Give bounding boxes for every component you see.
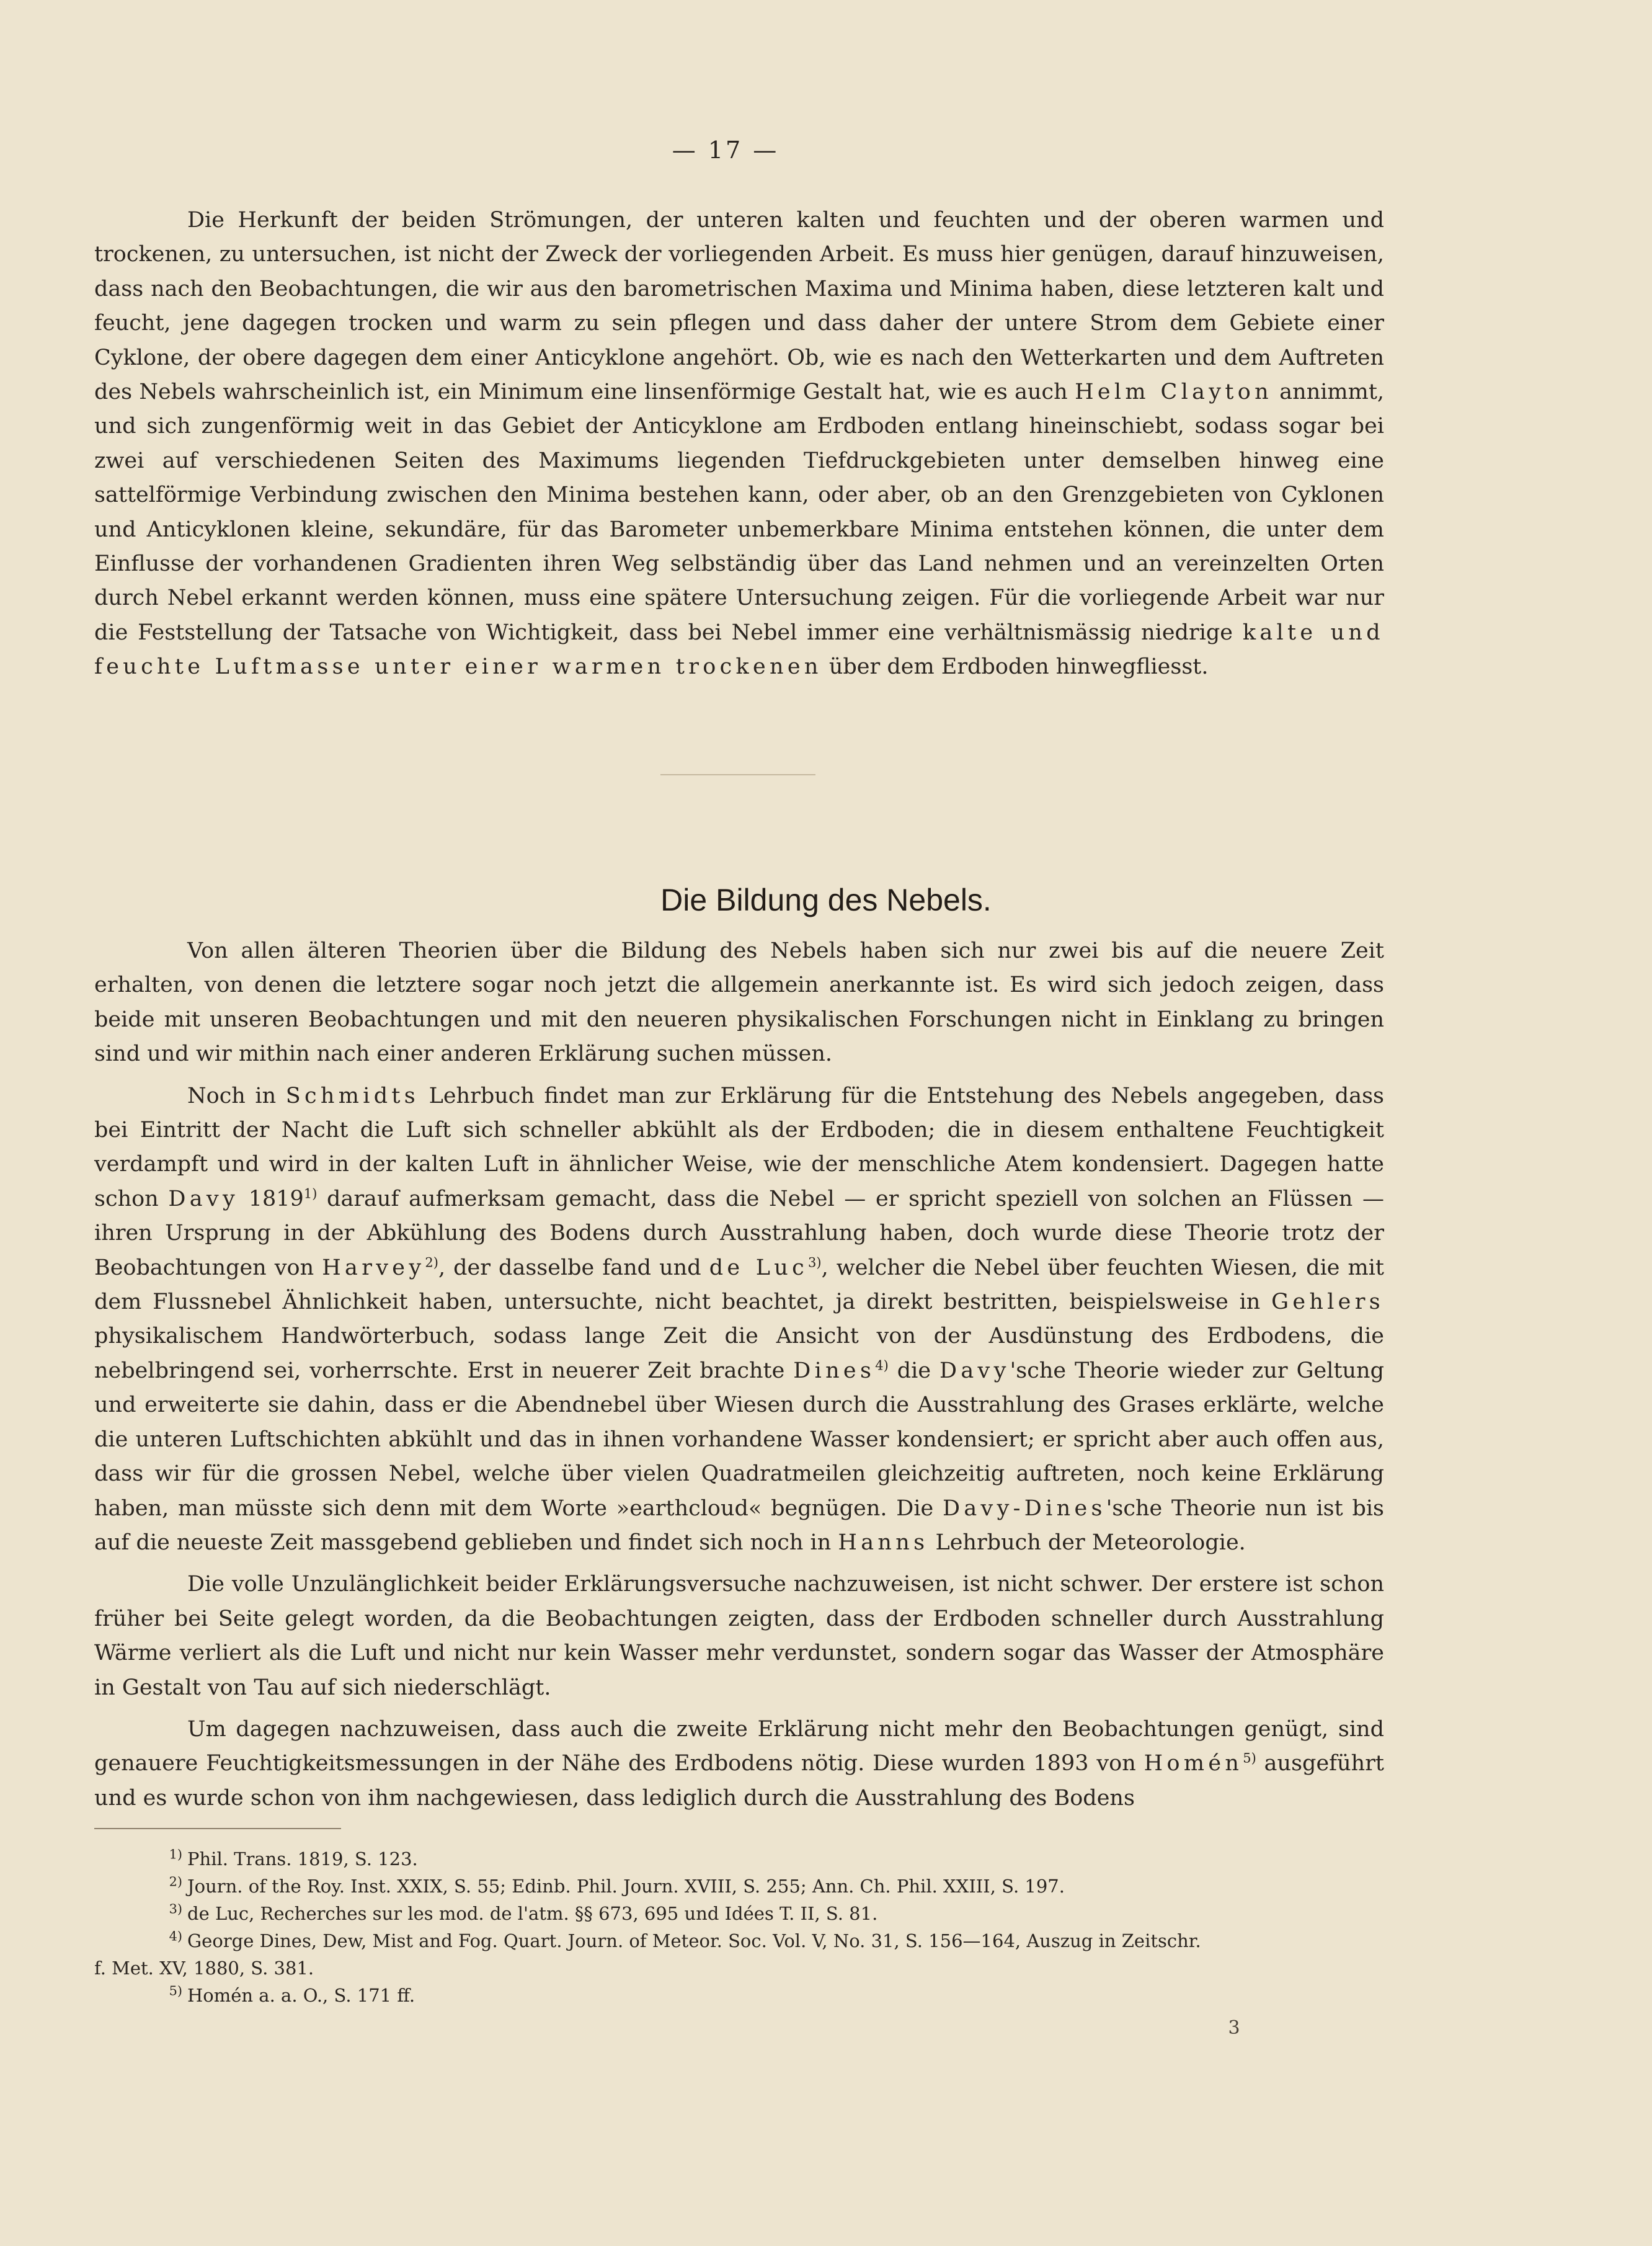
footnote-text: Homén a. a. O., S. 171 ff. (187, 1985, 415, 2006)
page-number: — 17 — (672, 136, 779, 164)
text-run: 'sche Theorie wieder zur Geltung und erweiterte sie dahin, dass er die Abendnebel über Wiesen durch die Ausstrahlung des Grases erklärte, welche die unteren Luftschichten abkühlt und das in ihnen vorhandene Wasser kondensiert; er spricht aber auch offen aus, dass wir für die grossen Nebel, welche über vielen Quadratmeilen gleichzeitig auftreten, noch keine Erklärung haben, man müsste sich denn mit dem Worte »earthcloud« begnügen. Die (94, 1358, 1384, 1521)
footnote-number: 2) (169, 1874, 182, 1889)
intro-text (94, 203, 1384, 685)
paragraph-2 (94, 1079, 1384, 1561)
paragraph-3 (94, 1567, 1384, 1705)
text-run: über dem Erdboden hinwegfliesst. (822, 654, 1209, 680)
text-run: die (888, 1358, 939, 1383)
footnotes (94, 1845, 1384, 2009)
footnote-ref: 4) (875, 1358, 889, 1373)
footnote (94, 1927, 1384, 1954)
text-run: Die volle Unzulänglichkeit beider Erklärungsversuche nachzuweisen, ist nicht schwer. Der erstere ist schon früher bei Seite gelegt worden, da die Beobachtungen zeigten, dass der Erdboden schneller durch Ausstrahlung Wärme verliert als die Luft und nicht nur kein Wasser mehr verdunstet, sondern sogar das Wasser der Atmosphäre in Gestalt von Tau auf sich niederschlägt. (94, 1572, 1384, 1700)
footnote-ref: 1) (303, 1186, 318, 1201)
text-run: ausgeführt und es wurde schon von ihm nachgewiesen, dass lediglich durch die Ausstrahlung des Bodens (94, 1751, 1384, 1811)
footnote-text: Journ. of the Roy. Inst. XXIX, S. 55; Edinb. Phil. Journ. XVIII, S. 255; Ann. Ch. Phil. XXIII, S. 197. (187, 1876, 1065, 1897)
spaced-name: Hanns (838, 1530, 929, 1555)
spaced-name: Homén (1144, 1751, 1243, 1776)
text-run: Lehrbuch der Meteorologie. (928, 1530, 1246, 1555)
footnote-number: 1) (169, 1847, 182, 1862)
footnote (94, 1873, 1384, 1900)
spaced-name: Davy (168, 1186, 239, 1211)
section-body (94, 934, 1384, 1816)
spaced-name: Harvey (322, 1255, 425, 1280)
text-run: 1819 (239, 1186, 304, 1211)
text-run: Von allen älteren Theorien über die Bildung des Nebels haben sich nur zwei bis auf die neuere Zeit erhalten, von denen die letztere sogar noch jetzt die allgemein anerkannte ist. Es wird sich jedoch zeigen, dass beide mit unseren Beobachtungen und mit den neueren physikalischen Forschungen nicht in Einklang zu bringen sind und wir mithin nach einer anderen Erklärung suchen müssen. (94, 938, 1384, 1067)
text-run: , der dasselbe fand und (438, 1255, 709, 1280)
spaced-name: Gehlers (1271, 1290, 1384, 1315)
footnote-number: 3) (169, 1901, 182, 1917)
spaced-name: kalte und feuchte Luftmasse unter einer warmen trockenen (94, 620, 1384, 680)
text-run: Noch in (187, 1083, 286, 1108)
spaced-name: Helm Clayton (1075, 380, 1272, 405)
footnote-text: George Dines, Dew, Mist and Fog. Quart. Journ. of Meteor. Soc. Vol. V, No. 31, S. 156—164, Auszug in Zeitschr. (187, 1930, 1201, 1951)
spaced-name: Schmidts (285, 1083, 420, 1108)
text-run: darauf aufmerksam gemacht, dass die Nebel — er spricht speziell von solchen an Flüssen — ihren Ursprung in der Abkühlung des Bodens durch Ausstrahlung haben, doch wurde diese Theorie trotz der Beobachtungen von (94, 1186, 1384, 1280)
spaced-name: Davy-Dines (943, 1495, 1106, 1521)
paragraph-4 (94, 1713, 1384, 1816)
text-run: Die Herkunft der beiden Strömungen, der unteren kalten und feuchten und der oberen warmen und trockenen, zu untersuchen, ist nicht der Zweck der vorliegenden Arbeit. Es muss hier genügen, darauf hinzuweisen, dass nach den Beobachtungen, die wir aus den barometrischen Maxima und Minima haben, diese letzteren kalt und feucht, jene dagegen trocken und warm zu sein pflegen und dass daher der untere Strom dem Gebiete einer Cyklone, der obere dagegen dem einer Anticyklone angehört. Ob, wie es nach den Wetterkarten und dem Auftreten des Nebels wahrscheinlich ist, ein Minimum eine linsenförmige Gestalt hat, wie es auch (94, 208, 1384, 405)
text-run: , welcher die Nebel über feuchten Wiesen, die mit dem Flussnebel Ähnlichkeit haben, untersuchte, nicht beachtet, ja direkt bestritten, beispielsweise in (94, 1255, 1384, 1315)
footnote-ref: 3) (808, 1255, 822, 1270)
text-run: physikalischem Handwörterbuch, sodass lange Zeit die Ansicht von der Ausdünstung des Erdbodens, die nebelbringend sei, vorherrschte. Erst in neuerer Zeit brachte (94, 1324, 1384, 1383)
footnote-ref: 5) (1243, 1750, 1256, 1766)
footnote-number: 4) (169, 1928, 182, 1944)
spaced-name: Davy (939, 1358, 1010, 1383)
footnote (94, 1900, 1384, 1927)
footnote-text: de Luc, Recherches sur les mod. de l'atm. §§ 673, 695 und Idées T. II, S. 81. (187, 1903, 878, 1924)
footnote-text: Phil. Trans. 1819, S. 123. (187, 1848, 418, 1869)
spaced-name: Dines (793, 1358, 876, 1383)
section-divider (660, 774, 815, 775)
text-run: annimmt, und sich zungenförmig weit in das Gebiet der Anticyklone am Erdboden entlang hineinschiebt, sodass sogar bei zwei auf verschiedenen Seiten des Maximums liegenden Tiefdruckgebieten unter demselben hinweg eine sattelförmige Verbindung zwischen den Minima bestehen kann, oder aber, ob an den Grenzgebieten von Cyklonen und Anticyklonen kleine, sekundäre, für das Barometer unbemerkbare Minima entstehen können, die unter dem Einflusse der vorhandenen Gradienten ihren Weg selbständig über das Land nehmen und an vereinzelten Orten durch Nebel erkannt werden können, muss eine spätere Untersuchung zeigen. Für die vorliegende Arbeit war nur die Feststellung der Tatsache von Wichtigkeit, dass bei Nebel immer eine verhältnismässig niedrige (94, 380, 1385, 645)
footnote-ref: 2) (425, 1255, 438, 1270)
paragraph-1 (94, 934, 1384, 1072)
intro-paragraph (94, 203, 1384, 685)
footnote-continuation (94, 1954, 1384, 1982)
footnote-number: 5) (169, 1983, 182, 1999)
text-run: Lehrbuch findet man zur Erklärung für die Entstehung des Nebels angegeben, dass bei Eintritt der Nacht die Luft sich schneller abkühlt als der Erdboden; die in diesem enthaltene Feuchtigkeit verdampft und wird in der kalten Luft in ähnlicher Weise, wie der menschliche Atem kondensiert. Dagegen hatte schon (94, 1083, 1385, 1211)
text-run: 'sche Theorie nun ist bis auf die neueste Zeit massgebend geblieben und findet sich noch in (94, 1495, 1384, 1555)
footnote-text: f. Met. XV, 1880, S. 381. (94, 1958, 314, 1979)
section-title: Die Bildung des Nebels. (660, 883, 992, 917)
signature-mark: 3 (1228, 2017, 1240, 2039)
footnote (94, 1845, 1384, 1873)
footnote-rule (94, 1828, 341, 1829)
spaced-name: de Luc (709, 1255, 809, 1280)
footnote (94, 1982, 1384, 2009)
text-run: Um dagegen nachzuweisen, dass auch die zweite Erklärung nicht mehr den Beobachtungen genügt, sind genauere Feuchtigkeitsmessungen in der Nähe des Erdbodens nötig. Diese wurden 1893 von (94, 1716, 1384, 1776)
